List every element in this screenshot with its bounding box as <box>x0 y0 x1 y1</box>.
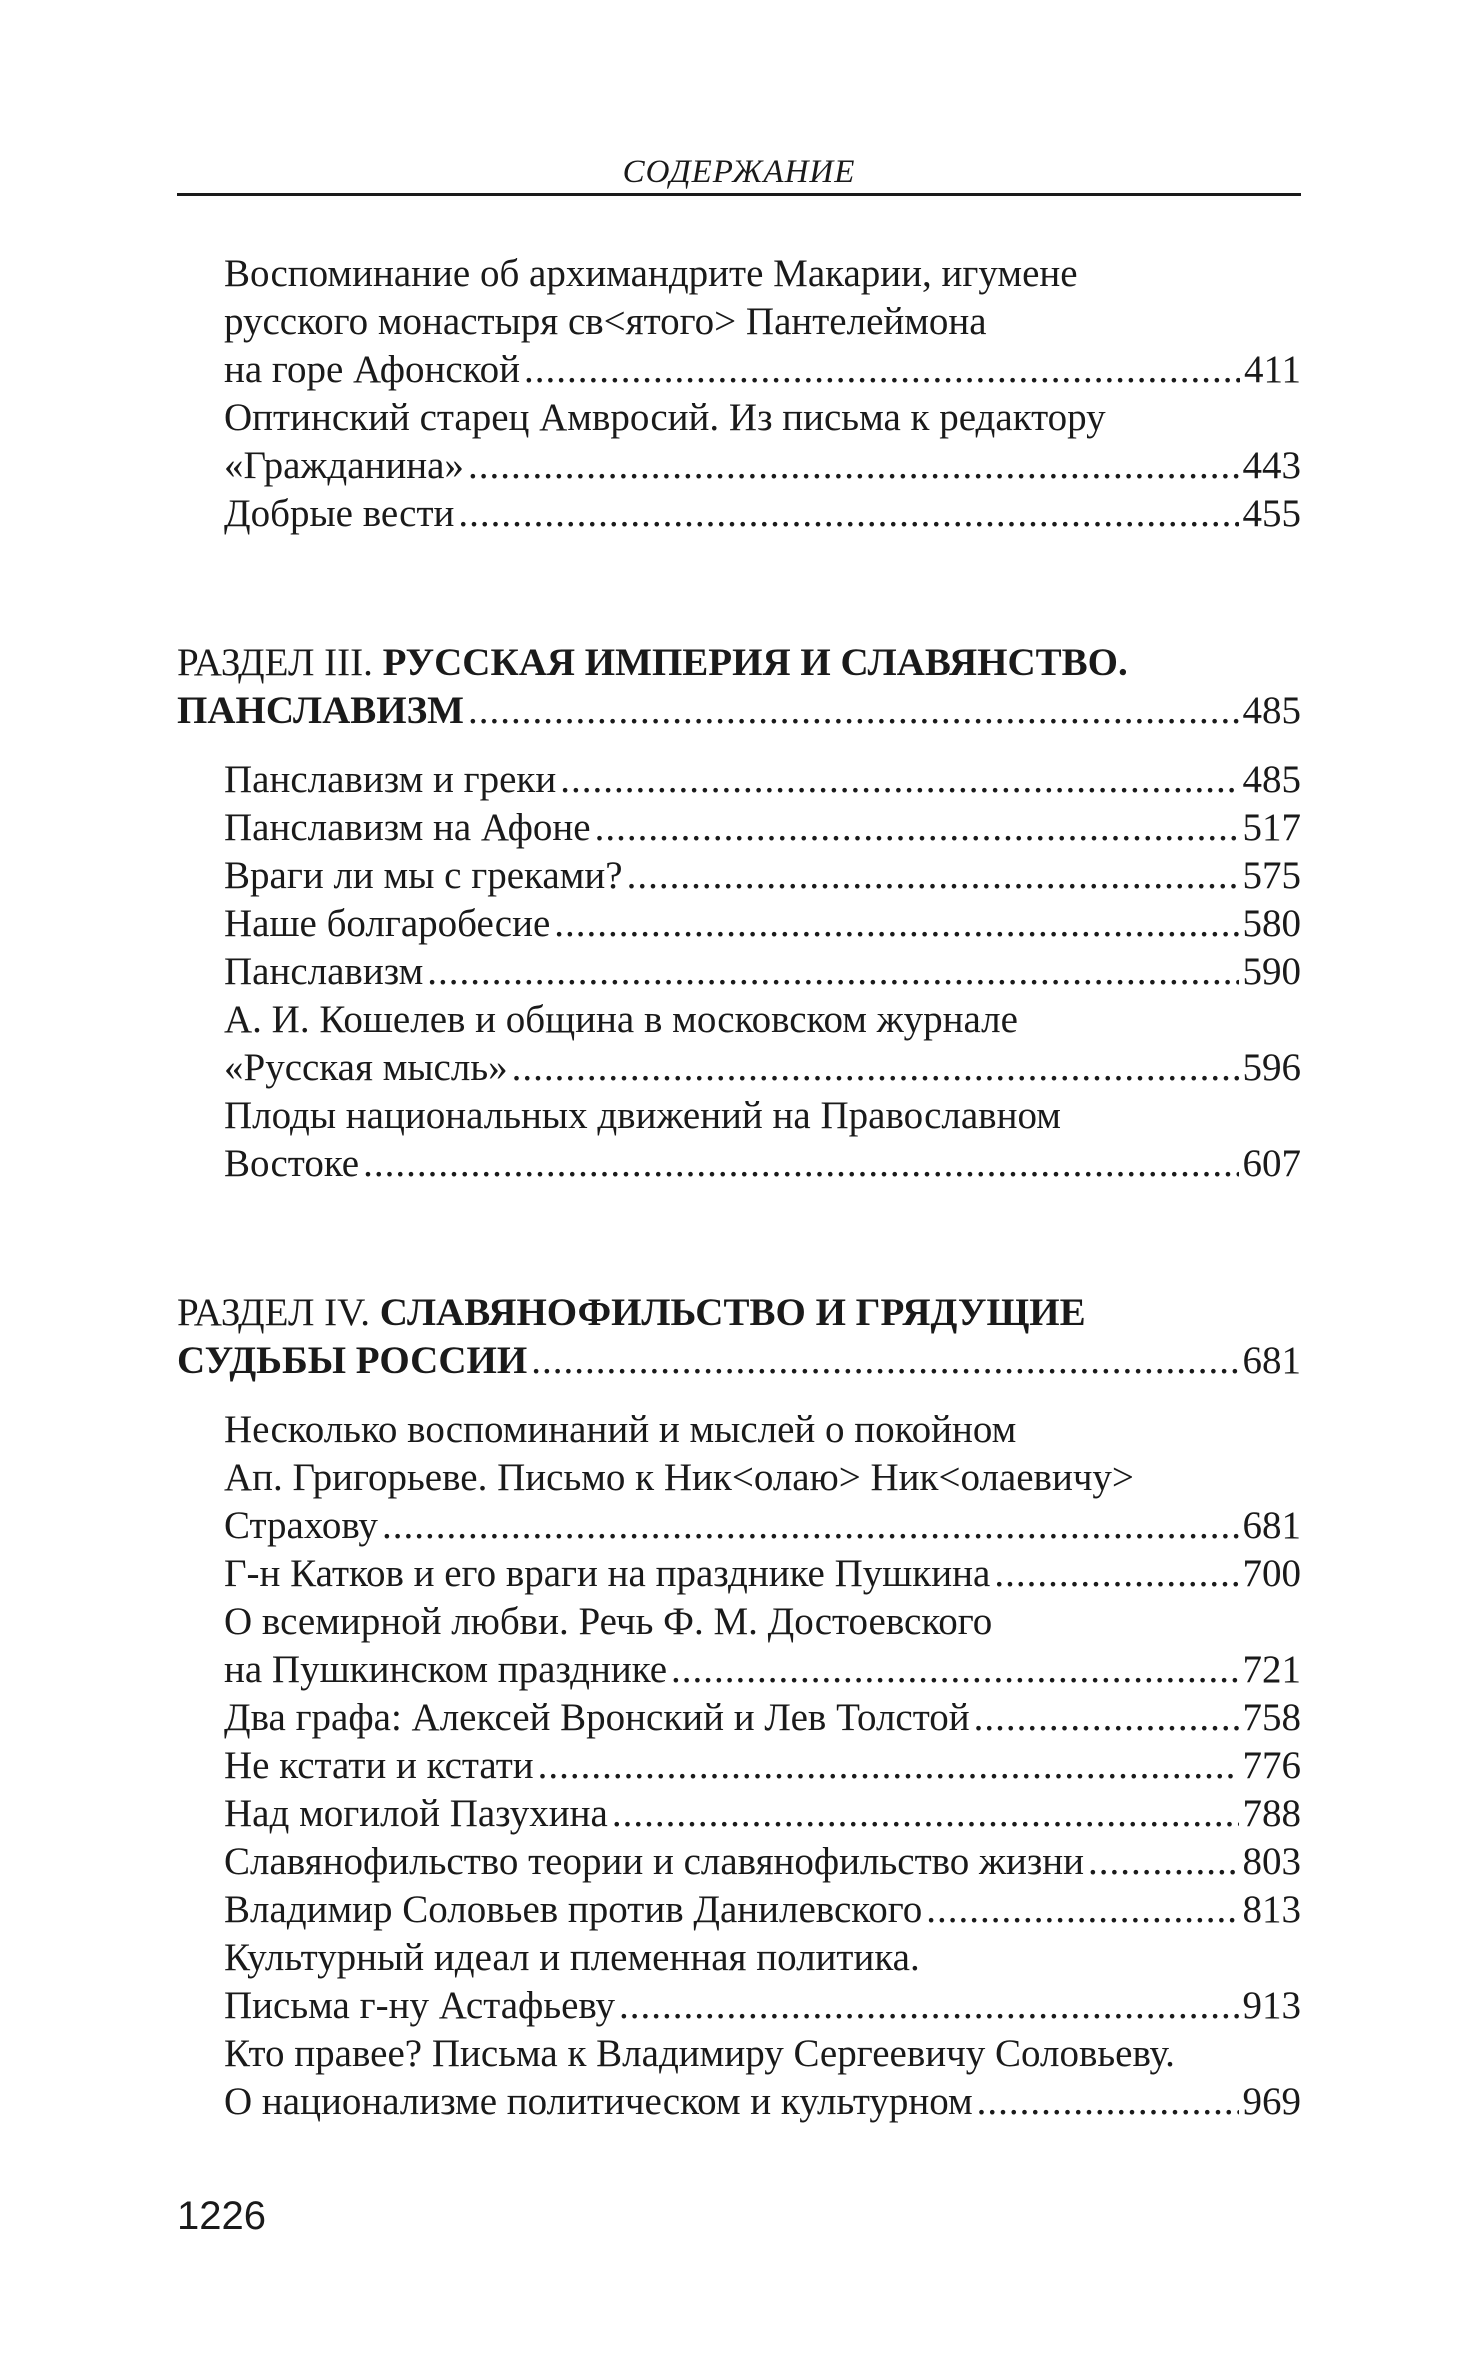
toc-entry-title-line: Воспоминание об архимандрите Макарии, игумене <box>224 252 1078 295</box>
toc-entry-last-line <box>224 1886 1301 1934</box>
toc-entry-title: Враги ли мы с греками? <box>224 854 623 897</box>
toc-entry-title: «Русская мысль» <box>224 1046 508 1089</box>
toc-entry-title: Г-н Катков и его враги на празднике Пушкина <box>224 1552 991 1595</box>
toc-entry[interactable] <box>224 1934 1301 2030</box>
toc-entry[interactable] <box>224 2030 1301 2126</box>
section-3-title-part2: ПАНСЛАВИЗМ <box>177 689 464 732</box>
toc-entry-last-line <box>224 948 1301 996</box>
table-of-contents <box>177 250 1301 2126</box>
toc-entry-page: 913 <box>1242 1984 1301 2027</box>
toc-entry[interactable] <box>224 804 1301 852</box>
toc-entry-last-line <box>224 1502 1301 1550</box>
toc-entry[interactable] <box>224 1550 1301 1598</box>
leader-dots <box>560 756 1238 804</box>
toc-entry[interactable] <box>224 1598 1301 1694</box>
toc-entry[interactable] <box>224 1790 1301 1838</box>
section-4-title-part2: СУДЬБЫ РОССИИ <box>177 1339 528 1382</box>
toc-entry-last-line <box>224 1140 1301 1188</box>
leader-dots <box>458 490 1238 538</box>
toc-entry-title: Над могилой Пазухина <box>224 1792 608 1835</box>
section-3-page: 485 <box>1242 689 1301 732</box>
toc-entry[interactable] <box>224 1406 1301 1550</box>
section-gap <box>177 538 1301 639</box>
toc-entry-page: 607 <box>1242 1142 1301 1185</box>
leader-dots <box>974 1694 1239 1742</box>
running-head: СОДЕРЖАНИЕ <box>622 154 856 190</box>
toc-entry-last-line <box>224 442 1301 490</box>
section-4-title-part1: СЛАВЯНОФИЛЬСТВО И ГРЯДУЩИЕ <box>379 1291 1086 1334</box>
leader-dots <box>619 1982 1239 2030</box>
section-4-heading-line1 <box>177 1289 1301 1337</box>
toc-entry[interactable] <box>224 948 1301 996</box>
toc-entry-last-line <box>224 900 1301 948</box>
toc-entry-page: 721 <box>1242 1648 1301 1691</box>
toc-entry-title-line: Ап. Григорьеве. Письмо к Ник<олаю> Ник<олаевичу> <box>224 1456 1134 1499</box>
toc-entry-page: 443 <box>1242 444 1301 487</box>
toc-entry-page: 590 <box>1242 950 1301 993</box>
toc-entry-last-line <box>224 1646 1301 1694</box>
toc-entry-title: О национализме политическом и культурном <box>224 2080 973 2123</box>
leader-dots <box>427 948 1238 996</box>
leader-dots <box>627 852 1239 900</box>
toc-entry-title-line: Несколько воспоминаний и мыслей о покойном <box>224 1408 1017 1451</box>
toc-entry-last-line <box>224 490 1301 538</box>
toc-entry-page: 813 <box>1242 1888 1301 1931</box>
toc-entry[interactable] <box>224 1742 1301 1790</box>
leader-dots <box>512 1044 1239 1092</box>
leader-dots <box>468 687 1239 735</box>
toc-entry-title-line: Культурный идеал и племенная политика. <box>224 1936 920 1979</box>
toc-entry[interactable] <box>224 394 1301 490</box>
toc-entry-page: 455 <box>1242 492 1301 535</box>
section-4 <box>177 1289 1301 2126</box>
toc-entry-page: 700 <box>1242 1552 1301 1595</box>
section-3-label: РАЗДЕЛ III. <box>177 641 383 684</box>
toc-entry-page: 758 <box>1242 1696 1301 1739</box>
toc-entry-title: Наше болгаробесие <box>224 902 551 945</box>
leader-dots <box>363 1140 1238 1188</box>
header-rule <box>177 193 1301 196</box>
toc-entry-last-line <box>224 1550 1301 1598</box>
toc-entry[interactable] <box>224 756 1301 804</box>
page-number: 1226 <box>177 2194 266 2238</box>
leader-dots <box>382 1502 1239 1550</box>
toc-entry-page: 776 <box>1242 1744 1301 1787</box>
section-3 <box>177 639 1301 1188</box>
toc-entry-title: Владимир Соловьев против Данилевского <box>224 1888 923 1931</box>
toc-entry-title: Востоке <box>224 1142 360 1185</box>
top-entries <box>177 250 1301 538</box>
toc-entry-page: 411 <box>1243 348 1301 391</box>
toc-entry[interactable] <box>224 250 1301 394</box>
toc-entry-title-line: Кто правее? Письма к Владимиру Сергеевичу Соловьеву. <box>224 2032 1175 2075</box>
section-3-heading-line2 <box>177 687 1301 735</box>
toc-entry[interactable] <box>224 900 1301 948</box>
toc-entry-last-line <box>224 1790 1301 1838</box>
toc-entry-title: Панславизм <box>224 950 424 993</box>
leader-dots <box>1088 1838 1239 1886</box>
toc-entry-last-line <box>224 1742 1301 1790</box>
leader-dots <box>468 442 1239 490</box>
leader-dots <box>531 1337 1238 1385</box>
toc-entry-last-line <box>224 804 1301 852</box>
leader-dots <box>595 804 1239 852</box>
toc-entry-last-line <box>224 756 1301 804</box>
section-4-heading-line2 <box>177 1337 1301 1385</box>
toc-entry[interactable] <box>224 996 1301 1092</box>
toc-entry-page: 681 <box>1242 1504 1301 1547</box>
toc-entry-page: 788 <box>1242 1792 1301 1835</box>
toc-entry-title: Добрые вести <box>224 492 455 535</box>
toc-entry-title: Панславизм и греки <box>224 758 557 801</box>
leader-dots <box>538 1742 1239 1790</box>
toc-entry[interactable] <box>224 1092 1301 1188</box>
toc-entry-last-line <box>224 346 1301 394</box>
toc-entry-page: 969 <box>1242 2080 1301 2123</box>
toc-entry-last-line <box>224 852 1301 900</box>
toc-entry-page: 596 <box>1242 1046 1301 1089</box>
toc-entry-title: Панславизм на Афоне <box>224 806 591 849</box>
toc-entry-last-line <box>224 1982 1301 2030</box>
section-3-entries <box>177 756 1301 1188</box>
toc-entry[interactable] <box>224 1886 1301 1934</box>
section-4-entries <box>177 1406 1301 2126</box>
leader-dots <box>926 1886 1238 1934</box>
leader-dots <box>671 1646 1238 1694</box>
toc-entry-page: 580 <box>1242 902 1301 945</box>
toc-entry-title-line: русского монастыря св<ятого> Пантелеймона <box>224 300 987 343</box>
section-gap <box>177 1188 1301 1289</box>
toc-entry-page: 575 <box>1242 854 1301 897</box>
toc-entry-title: Славянофильство теории и славянофильство жизни <box>224 1840 1084 1883</box>
toc-entry-page: 485 <box>1242 758 1301 801</box>
toc-entry-last-line <box>224 2078 1301 2126</box>
toc-entry-title: Не кстати и кстати <box>224 1744 534 1787</box>
toc-entry-last-line <box>224 1694 1301 1742</box>
toc-entry-title-line: А. И. Кошелев и община в московском журнале <box>224 998 1018 1041</box>
toc-entry-last-line <box>224 1044 1301 1092</box>
leader-dots <box>994 1550 1238 1598</box>
toc-entry-title: на Пушкинском празднике <box>224 1648 668 1691</box>
section-4-page: 681 <box>1242 1339 1301 1382</box>
toc-entry-last-line <box>224 1838 1301 1886</box>
toc-entry-title: «Гражданина» <box>224 444 464 487</box>
leader-dots <box>612 1790 1239 1838</box>
toc-entry-title-line: Оптинский старец Амвросий. Из письма к редактору <box>224 396 1106 439</box>
toc-entry-page: 803 <box>1242 1840 1301 1883</box>
toc-entry-title-line: О всемирной любви. Речь Ф. М. Достоевского <box>224 1600 993 1643</box>
toc-entry[interactable] <box>224 1694 1301 1742</box>
toc-entry[interactable] <box>224 852 1301 900</box>
toc-entry-title: на горе Афонской <box>224 348 520 391</box>
toc-entry-title: Два графа: Алексей Вронский и Лев Толстой <box>224 1696 970 1739</box>
leader-dots <box>977 2078 1239 2126</box>
section-4-label: РАЗДЕЛ IV. <box>177 1291 380 1334</box>
leader-dots <box>524 346 1240 394</box>
toc-entry-title: Страхову <box>224 1504 378 1547</box>
toc-entry-title: Письма г-ну Астафьеву <box>224 1984 615 2027</box>
toc-entry[interactable] <box>224 490 1301 538</box>
section-3-title-part1: РУССКАЯ ИМПЕРИЯ И СЛАВЯНСТВО. <box>382 641 1128 684</box>
leader-dots <box>554 900 1238 948</box>
toc-entry[interactable] <box>224 1838 1301 1886</box>
toc-entry-title-line: Плоды национальных движений на Православном <box>224 1094 1061 1137</box>
toc-entry-page: 517 <box>1242 806 1301 849</box>
section-3-heading-line1 <box>177 639 1301 687</box>
